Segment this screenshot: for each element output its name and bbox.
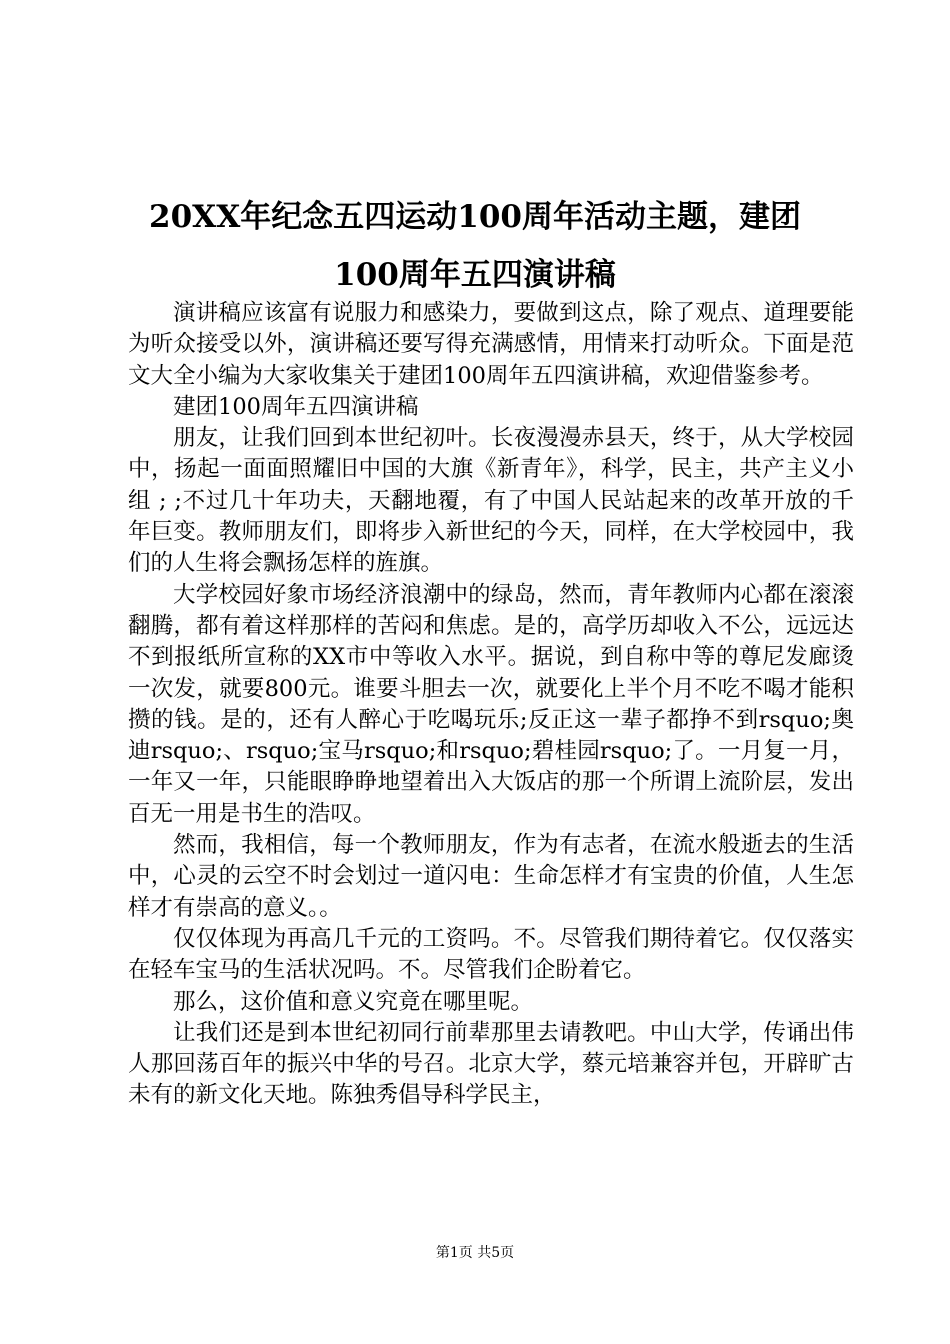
title-line-1: 20XX年纪念五四运动100周年活动主题，建团 [149,199,801,235]
document-title [110,188,840,304]
paragraph-4: 仅仅体现为再高几千元的工资吗。不。尽管我们期待着它。仅仅落实在轻车宝马的生活状况吗。不。尽管我们企盼着它。 [128,925,854,984]
paragraph-3: 然而，我相信，每一个教师朋友，作为有志者，在流水般逝去的生活中，心灵的云空不时会划过一道闪电：生命怎样才有宝贵的价值，人生怎样才有崇高的意义。。 [128,832,854,921]
paragraph-subtitle: 建团100周年五四演讲稿 [173,393,419,420]
paragraph-1: 朋友，让我们回到本世纪初叶。长夜漫漫赤县天，终于，从大学校园中，扬起一面面照耀旧中国的大旗《新青年》，科学，民主，共产主义小组 ; ;不过几十年功夫，天翻地覆，有了中国人民站起来的改革开放的千年巨变。教师朋友们，即将步入新世纪的今天，同样，在大学校园中，我们的人生将会飘扬怎样的旌旗。 [128,425,854,577]
page-footer: 第1页 共5页 [435,1245,515,1261]
document-body [128,298,854,1112]
paragraph-6: 让我们还是到本世纪初同行前辈那里去请教吧。中山大学，传诵出伟人那回荡百年的振兴中华的号召。北京大学，蔡元培兼容并包，开辟旷古未有的新文化天地。陈独秀倡导科学民主， [128,1019,854,1109]
paragraph-intro: 演讲稿应该富有说服力和感染力，要做到这点，除了观点、道理要能为听众接受以外，演讲稿还要写得充满感情，用情来打动听众。下面是范文大全小编为大家收集关于建团100周年五四演讲稿，欢迎借鉴参考。 [128,300,854,389]
paragraph-5: 那么，这价值和意义究竟在哪里呢。 [173,988,534,1015]
paragraph-2: 大学校园好象市场经济浪潮中的绿岛，然而，青年教师内心都在滚滚翻腾，都有着这样那样的苦闷和焦虑。是的，高学历却收入不公，远远达不到报纸所宣称的XX市中等收入水平。据说，到自称中等的尊尼发廊烫一次发，就要800元。谁要斗胆去一次，就要化上半个月不吃不喝才能积攒的钱。是的，还有人醉心于吃喝玩乐;反正这一辈子都挣不到rsquo;奥迪rsquo;、rsquo;宝马rsquo;和rsquo;碧桂园rsquo;了。一月复一月，一年又一年，只能眼睁睁地望着出入大饭店的那一个所谓上流阶层，发出百无一用是书生的浩叹。 [128,581,854,827]
title-line-2: 100周年五四演讲稿 [334,257,616,293]
